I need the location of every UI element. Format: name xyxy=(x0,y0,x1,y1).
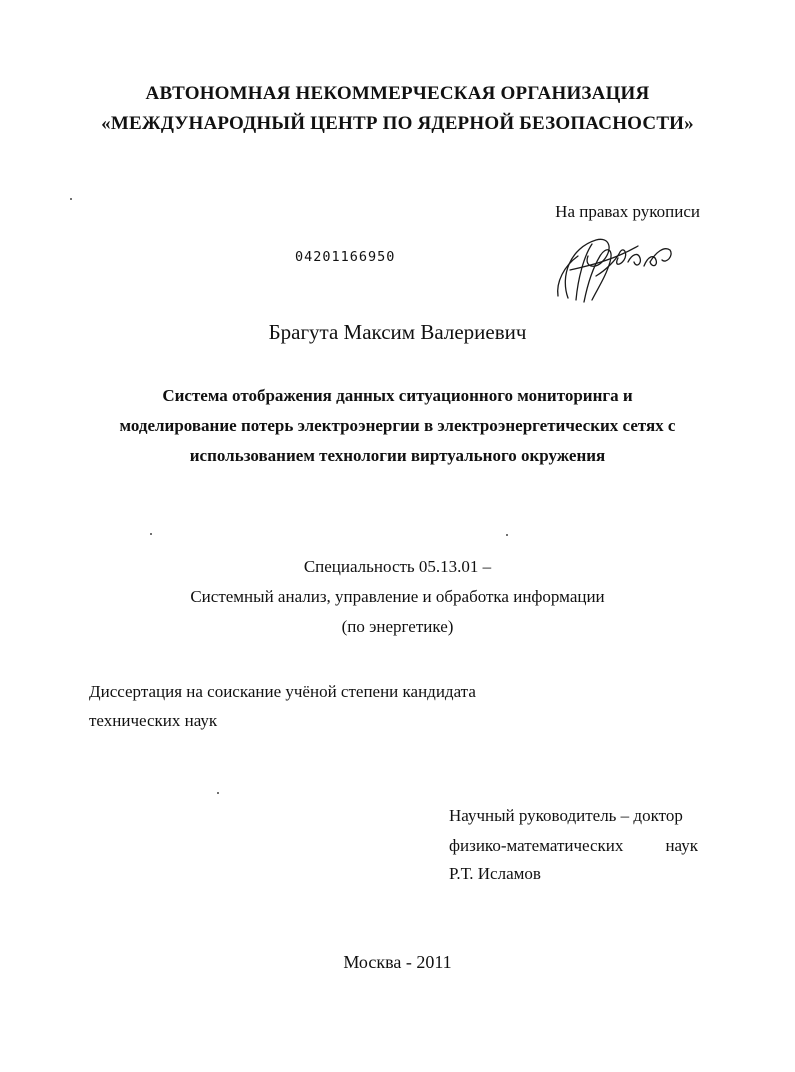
supervisor-line-2 xyxy=(449,836,698,856)
organization-line-1: АВТОНОМНАЯ НЕКОММЕРЧЕСКАЯ ОРГАНИЗАЦИЯ xyxy=(145,83,650,104)
title-line-3: использованием технологии виртуального окружения xyxy=(189,446,606,465)
scan-speck xyxy=(506,534,508,536)
dissertation-line-1: Диссертация на соискание учёной степени кандидата xyxy=(89,682,476,701)
specialty-line-3: (по энергетике) xyxy=(341,617,454,636)
scan-speck xyxy=(217,792,219,794)
registration-number: 04201166950 xyxy=(295,249,396,265)
supervisor-line-1: Научный руководитель – доктор xyxy=(449,806,683,825)
title-line-1: Система отображения данных ситуационного мониторинга и xyxy=(162,386,633,405)
specialty-line-2: Системный анализ, управление и обработка информации xyxy=(190,587,605,606)
supervisor-degree-word: наук xyxy=(665,836,698,855)
organization-line-2: «МЕЖДУНАРОДНЫЙ ЦЕНТР ПО ЯДЕРНОЙ БЕЗОПАСНОСТИ» xyxy=(101,113,694,134)
title-line-2: моделирование потерь электроэнергии в электроэнергетических сетях с xyxy=(119,416,676,435)
city-year: Москва - 2011 xyxy=(343,952,452,972)
signature-icon xyxy=(548,226,678,306)
scan-speck xyxy=(150,533,152,535)
specialty-line-1: Специальность 05.13.01 – xyxy=(303,557,492,576)
scan-speck xyxy=(70,198,72,200)
supervisor-field: физико-математических xyxy=(449,836,624,855)
author-name: Брагута Максим Валериевич xyxy=(268,320,527,344)
dissertation-line-2: технических наук xyxy=(89,711,218,730)
supervisor-name: Р.Т. Исламов xyxy=(449,864,541,883)
manuscript-note: На правах рукописи xyxy=(555,202,700,221)
